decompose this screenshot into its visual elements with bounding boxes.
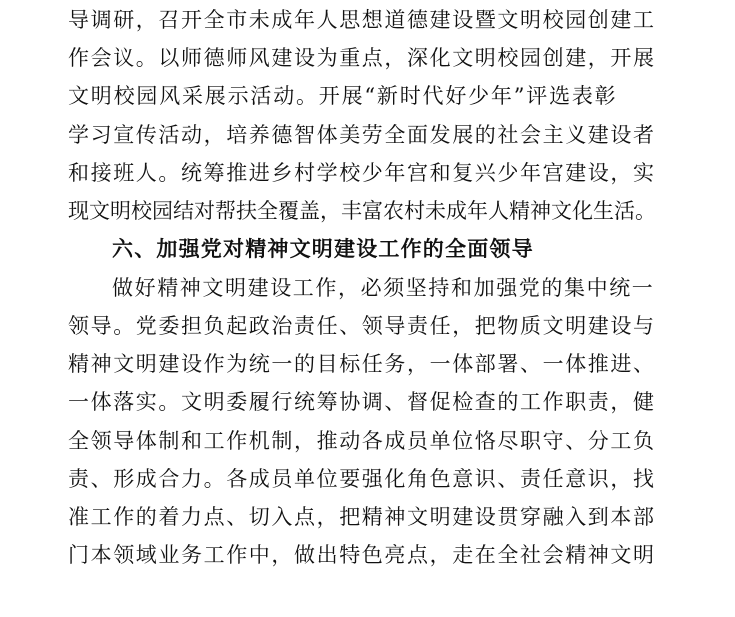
text-line: 准工作的着力点、切入点，把精神文明建设贯穿融入到本部 [68, 505, 656, 529]
text-line: 导调研，召开全市未成年人思想道德建设暨文明校园创建工 [68, 8, 656, 32]
text-line: 作会议。以师德师风建设为重点，深化文明校园创建，开展 [68, 46, 656, 70]
text-line: 领导。党委担负起政治责任、领导责任，把物质文明建设与 [68, 314, 656, 338]
text-line: 全领导体制和工作机制，推动各成员单位恪尽职守、分工负 [68, 429, 656, 453]
text-line: 门本领域业务工作中，做出特色亮点，走在全社会精神文明 [68, 543, 656, 567]
text-line: 现文明校园结对帮扶全覆盖，丰富农村未成年人精神文化生活。 [68, 199, 656, 223]
text-line: 文明校园风采展示活动。开展“新时代好少年”评选表彰 [68, 84, 618, 108]
text-line: 和接班人。统筹推进乡村学校少年宫和复兴少年宫建设，实 [68, 161, 656, 185]
text-line: 责、形成合力。各成员单位要强化角色意识、责任意识，找 [68, 467, 656, 491]
text-line: 做好精神文明建设工作，必须坚持和加强党的集中统一 [112, 276, 655, 300]
text-line: 学习宣传活动，培养德智体美劳全面发展的社会主义建设者 [68, 123, 656, 147]
text-line: 一体落实。文明委履行统筹协调、督促检查的工作职责，健 [68, 390, 656, 414]
section-heading: 六、加强党对精神文明建设工作的全面领导 [112, 237, 534, 261]
text-line: 精神文明建设作为统一的目标任务，一体部署、一体推进、 [68, 352, 656, 376]
